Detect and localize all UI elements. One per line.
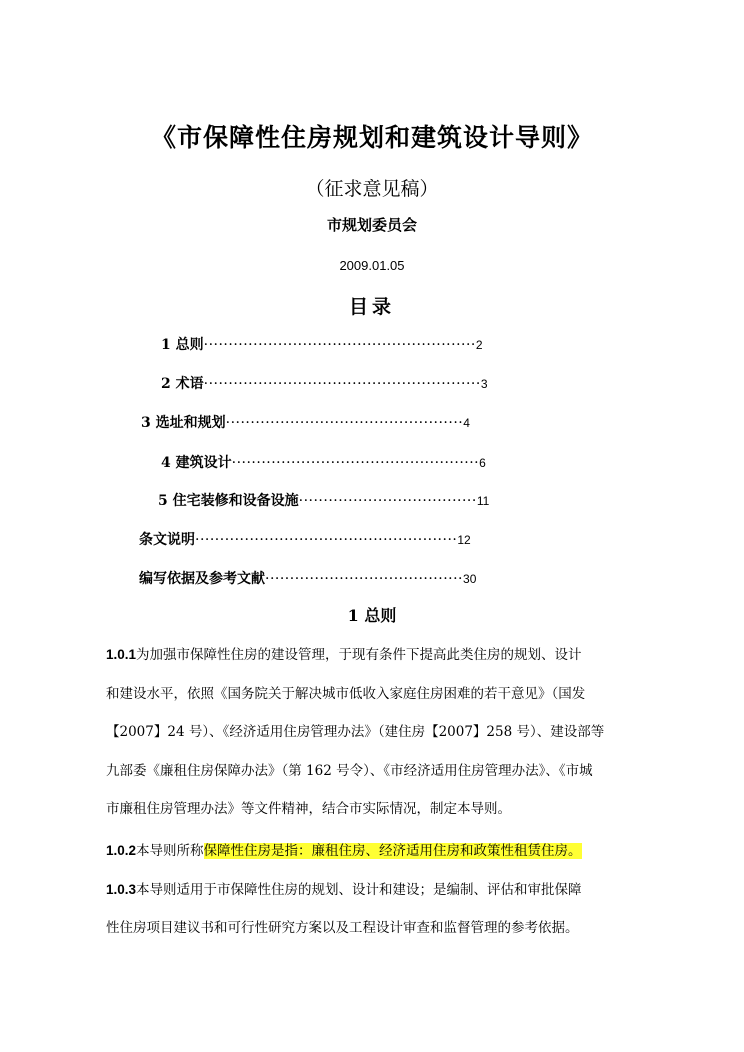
paragraph-line	[106, 839, 582, 859]
toc-leader-dots: ·····················································	[195, 532, 458, 548]
toc-entry-label: 编写依据及参考文献	[139, 571, 265, 587]
clause-number: 1.0.3	[106, 882, 137, 897]
toc-entry[interactable]	[161, 334, 483, 354]
paragraph-line: 九部委《廉租住房保障办法》（第 162 号令）、《市经济适用住房管理办法》、《市城	[106, 763, 593, 779]
document-subtitle: （征求意见稿）	[305, 178, 439, 200]
clause-number: 1.0.2	[106, 843, 137, 858]
toc-entry-label: 3 选址和规划	[141, 415, 226, 431]
toc-leader-dots: ····································	[298, 493, 477, 509]
toc-leader-dots: ························································	[203, 376, 481, 392]
paragraph-text: 本导则适用于市保障性住房的规划、设计和建设；是编制、评估和审批保障	[136, 882, 582, 898]
paragraph-text: 本导则所称	[136, 843, 204, 859]
toc-entry-label: 1 总则	[161, 337, 204, 353]
toc-entry-label: 5 住宅装修和设备设施	[158, 493, 299, 509]
toc-page-number: 11	[476, 494, 490, 508]
paragraph-line: 【2007】24 号）、《经济适用住房管理办法》（建住房【2007】258 号）、建设部等	[106, 724, 605, 740]
document-date: 2009.01.05	[339, 258, 405, 273]
section-heading: 1 总则	[347, 606, 397, 625]
toc-entry-label: 2 术语	[161, 376, 204, 392]
toc-page-number: 4	[463, 416, 470, 430]
paragraph-line: 性住房项目建议书和可行性研究方案以及工程设计审查和监督管理的参考依据。	[106, 920, 579, 936]
toc-heading: 目录	[348, 296, 395, 318]
toc-leader-dots: ·······················································	[203, 337, 476, 353]
paragraph-line: 和建设水平，依照《国务院关于解决城市低收入家庭住房困难的若干意见》（国发	[106, 686, 586, 702]
toc-page-number: 12	[457, 533, 471, 547]
toc-entry[interactable]	[161, 452, 486, 472]
paragraph-text: 为加强市保障性住房的建设管理，于现有条件下提高此类住房的规划、设计	[136, 647, 582, 663]
paragraph-line	[106, 878, 582, 898]
toc-entry-label: 4 建筑设计	[161, 455, 232, 471]
toc-entry[interactable]	[141, 412, 470, 432]
toc-page-number: 30	[463, 572, 477, 586]
toc-leader-dots: ··················································	[231, 455, 480, 471]
toc-page-number: 2	[475, 338, 483, 352]
paragraph-line	[106, 643, 582, 663]
toc-leader-dots: ················································	[225, 415, 464, 431]
toc-page-number: 6	[479, 456, 486, 470]
toc-entry[interactable]	[158, 490, 489, 510]
document-author: 市规划委员会	[326, 216, 417, 234]
toc-page-number: 3	[480, 377, 488, 391]
highlighted-text: 保障性住房是指：廉租住房、经济适用住房和政策性租赁住房。	[203, 843, 582, 859]
clause-number: 1.0.1	[106, 647, 137, 662]
toc-entry[interactable]	[161, 373, 488, 393]
paragraph-line: 市廉租住房管理办法》等文件精神，结合市实际情况，制定本导则。	[106, 801, 511, 817]
toc-entry-label: 条文说明	[139, 532, 195, 548]
document-title: 《市保障性住房规划和建筑设计导则》	[150, 123, 593, 152]
toc-entry[interactable]	[139, 568, 476, 588]
toc-leader-dots: ········································	[265, 571, 464, 587]
toc-entry[interactable]	[139, 529, 471, 549]
